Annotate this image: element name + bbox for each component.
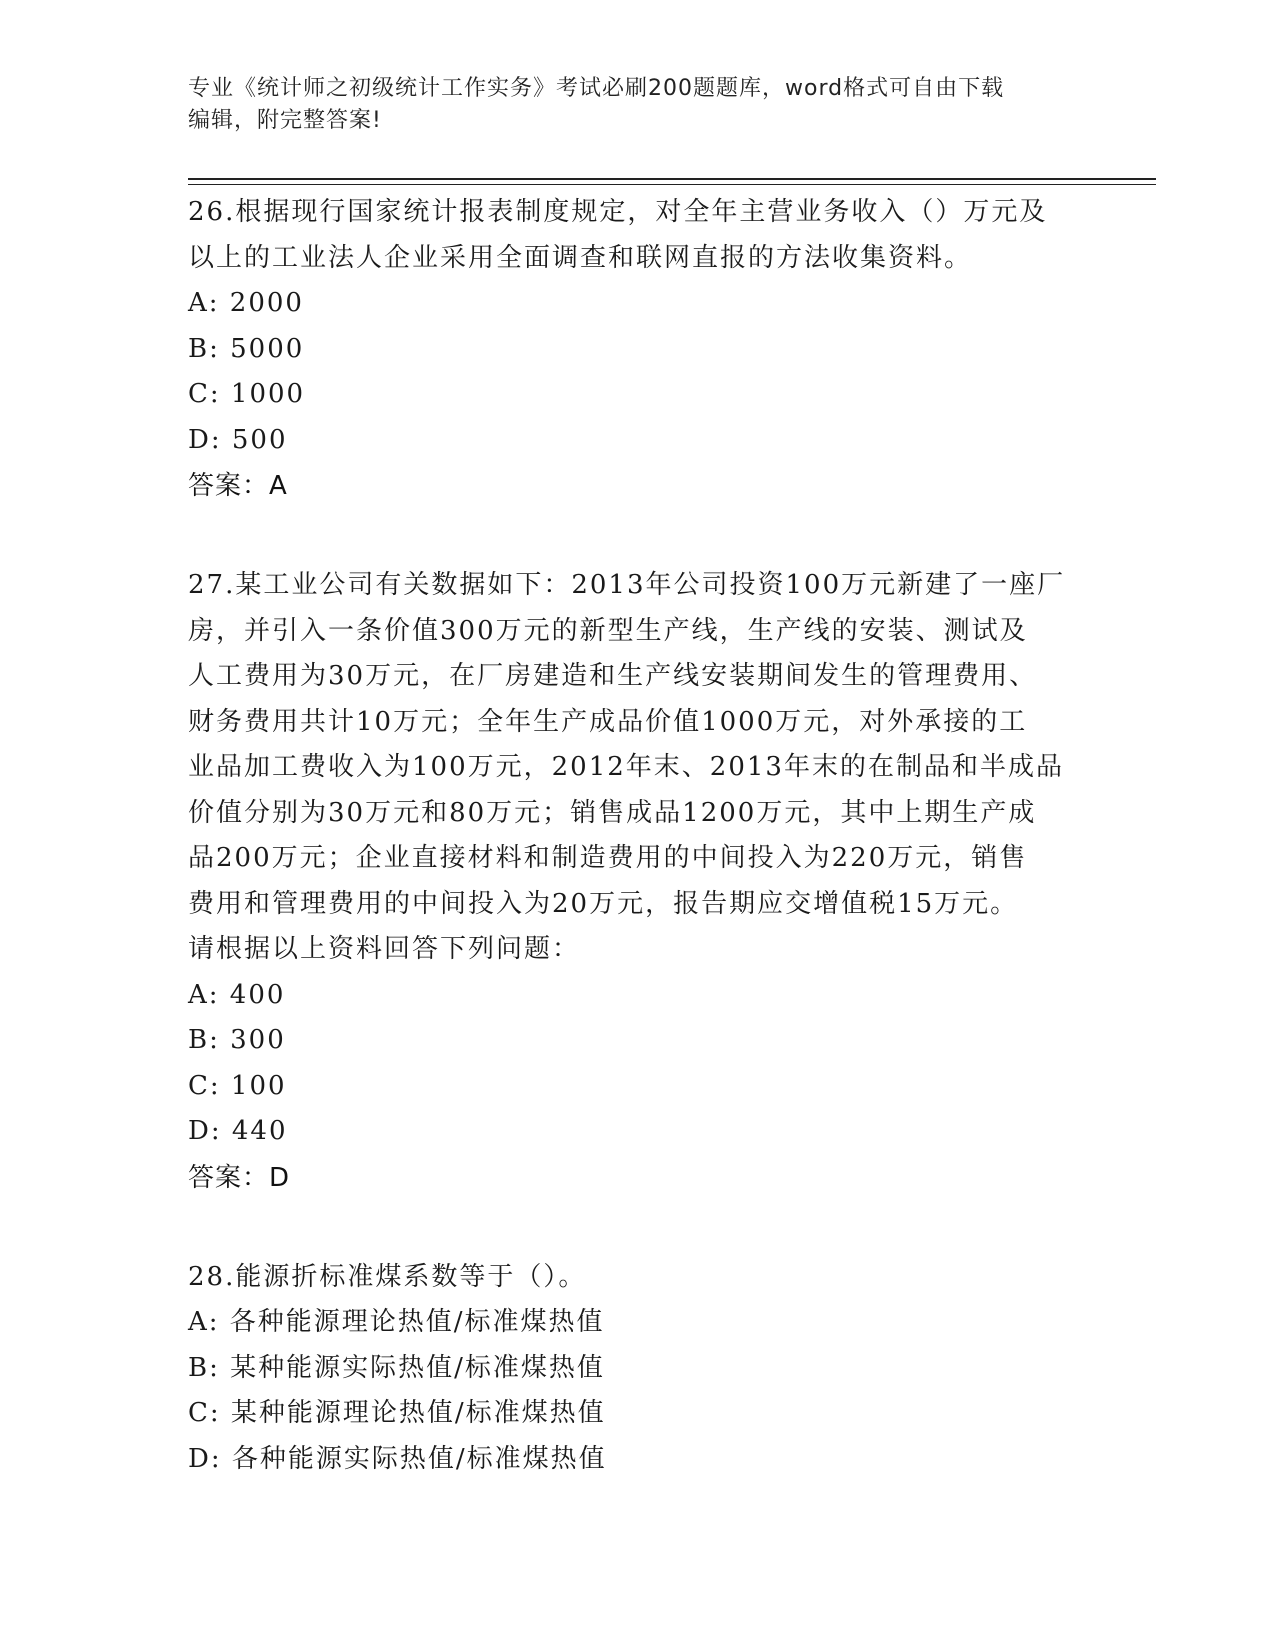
question-line: 房，并引入一条价值300万元的新型生产线，生产线的安装、测试及 xyxy=(188,615,1028,646)
option-d: D: 500 xyxy=(188,424,288,455)
question-line: 费用和管理费用的中间投入为20万元，报告期应交增值税15万元。 xyxy=(188,888,1019,919)
header-line-1: 专业《统计师之初级统计工作实务》考试必刷200题题库，word格式可自由下载 xyxy=(188,76,1005,101)
option-a: A: 2000 xyxy=(188,288,304,318)
question-line: 价值分别为30万元和80万元；销售成品1200万元，其中上期生产成 xyxy=(188,797,1037,828)
option-b: B: 300 xyxy=(188,1025,286,1055)
question-text xyxy=(188,190,1088,281)
question-26 xyxy=(188,190,1088,509)
option-b: B: 5000 xyxy=(188,333,305,364)
question-line: 财务费用共计10万元；全年生产成品价值1000万元，对外承接的工 xyxy=(188,706,1028,737)
question-27 xyxy=(188,563,1088,1201)
question-line: 27.某工业公司有关数据如下：2013年公司投资100万元新建了一座厂 xyxy=(188,570,1066,600)
question-list xyxy=(188,190,1088,1536)
option-d: D: 440 xyxy=(188,1116,288,1146)
option-c: C: 某种能源理论热值/标准煤热值 xyxy=(188,1398,606,1428)
option-a: A: 各种能源理论热值/标准煤热值 xyxy=(188,1307,605,1337)
header-line-2: 编辑，附完整答案! xyxy=(188,108,382,133)
question-line: 26.根据现行国家统计报表制度规定，对全年主营业务收入（）万元及 xyxy=(188,197,1048,227)
option-b: B: 某种能源实际热值/标准煤热值 xyxy=(188,1352,605,1383)
option-a: A: 400 xyxy=(188,979,286,1010)
question-28 xyxy=(188,1255,1088,1483)
question-text xyxy=(188,563,1088,973)
option-d: D: 各种能源实际热值/标准煤热值 xyxy=(188,1443,607,1474)
answer: 答案：A xyxy=(188,471,288,501)
question-line: 人工费用为30万元，在厂房建造和生产线安装期间发生的管理费用、 xyxy=(188,661,1038,691)
header-rule-thick xyxy=(188,178,1156,180)
question-line: 请根据以上资料回答下列问题： xyxy=(188,934,581,964)
header-rule-thin xyxy=(188,184,1156,185)
question-line: 业品加工费收入为100万元，2012年末、2013年末的在制品和半成品 xyxy=(188,752,1064,782)
document-header xyxy=(188,73,1088,137)
answer: 答案：D xyxy=(188,1162,291,1193)
question-line: 28.能源折标准煤系数等于（）。 xyxy=(188,1261,587,1292)
question-line: 以上的工业法人企业采用全面调查和联网直报的方法收集资料。 xyxy=(188,242,973,273)
question-text xyxy=(188,1255,1088,1301)
question-line: 品200万元；企业直接材料和制造费用的中间投入为220万元，销售 xyxy=(188,843,1028,873)
option-c: C: 100 xyxy=(188,1070,287,1101)
option-c: C: 1000 xyxy=(188,379,306,409)
